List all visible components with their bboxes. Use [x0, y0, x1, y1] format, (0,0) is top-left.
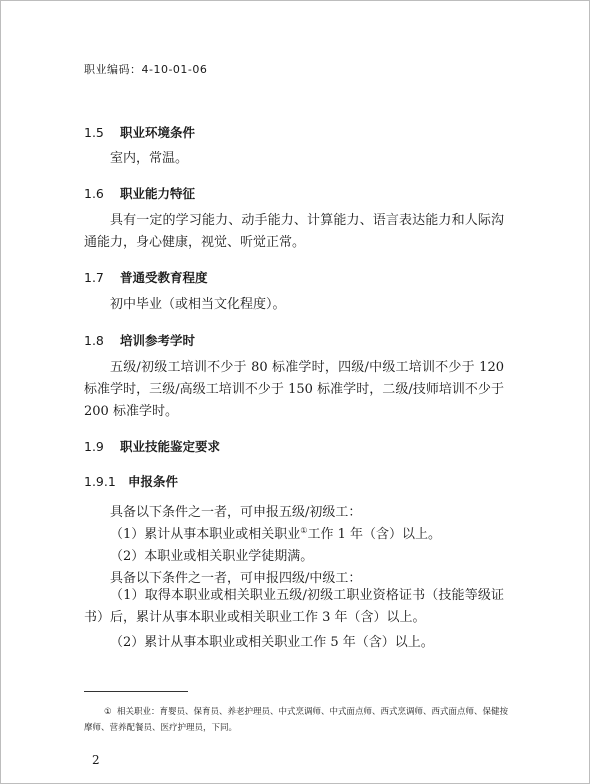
section-number: 1.7	[84, 270, 104, 285]
section-title: 普通受教育程度	[120, 270, 208, 285]
section-body-1-6: 具有一定的学习能力、动手能力、计算能力、语言表达能力和人际沟通能力，身心健康，视觉、听觉正常。	[84, 213, 504, 250]
section-number: 1.6	[84, 186, 104, 201]
condition-intro-level4: 具备以下条件之一者，可申报四级/中级工：	[110, 571, 362, 586]
section-heading-1-6	[84, 184, 195, 202]
condition-text: 工作 1 年（含）以上。	[307, 527, 441, 542]
section-heading-1-8	[84, 331, 195, 349]
condition-level5-item1	[110, 523, 441, 542]
condition-text: （1）累计从事本职业或相关职业	[110, 527, 301, 542]
section-number: 1.5	[84, 125, 104, 140]
section-number: 1.9.1	[84, 474, 116, 489]
occupation-code: 职业编码：4-10-01-06	[84, 63, 208, 76]
section-number: 1.9	[84, 439, 104, 454]
footnote-mark: ①	[104, 707, 112, 717]
section-heading-1-9	[84, 437, 220, 455]
page-number: 2	[92, 753, 100, 767]
condition-level4-item1: （1）取得本职业或相关职业五级/初级工职业资格证书（技能等级证书）后，累计从事本职业或相关职业工作 3 年（含）以上。	[84, 588, 504, 625]
footnote-text: 相关职业：育婴员、保育员、养老护理员、中式烹调师、中式面点师、西式烹调师、西式面点师、保健按摩师、营养配餐员、医疗护理员，下同。	[84, 707, 509, 733]
section-body-1-7: 初中毕业（或相当文化程度）。	[110, 297, 286, 312]
section-number: 1.8	[84, 333, 104, 348]
section-title: 职业能力特征	[120, 186, 196, 201]
section-heading-1-5	[84, 123, 195, 141]
footnote-ref: ①	[300, 526, 308, 535]
section-title: 申报条件	[128, 474, 179, 489]
section-title: 职业技能鉴定要求	[120, 439, 221, 454]
condition-intro-level5: 具备以下条件之一者，可申报五级/初级工：	[110, 505, 362, 520]
condition-level4-item2: （2）累计从事本职业或相关职业工作 5 年（含）以上。	[110, 635, 434, 650]
section-body-1-5: 室内，常温。	[110, 151, 189, 166]
section-heading-1-7	[84, 268, 208, 286]
condition-level5-item2: （2）本职业或相关职业学徒期满。	[110, 549, 314, 564]
section-heading-1-9-1	[84, 472, 178, 490]
section-title: 职业环境条件	[120, 125, 196, 140]
section-body-1-8: 五级/初级工培训不少于 80 标准学时，四级/中级工培训不少于 120 标准学时，三级/高级工培训不少于 150 标准学时，二级/技师培训不少于 200 标准学时。	[84, 360, 504, 419]
footnote-separator	[84, 691, 188, 692]
footnote	[84, 704, 509, 736]
section-title: 培训参考学时	[120, 333, 196, 348]
